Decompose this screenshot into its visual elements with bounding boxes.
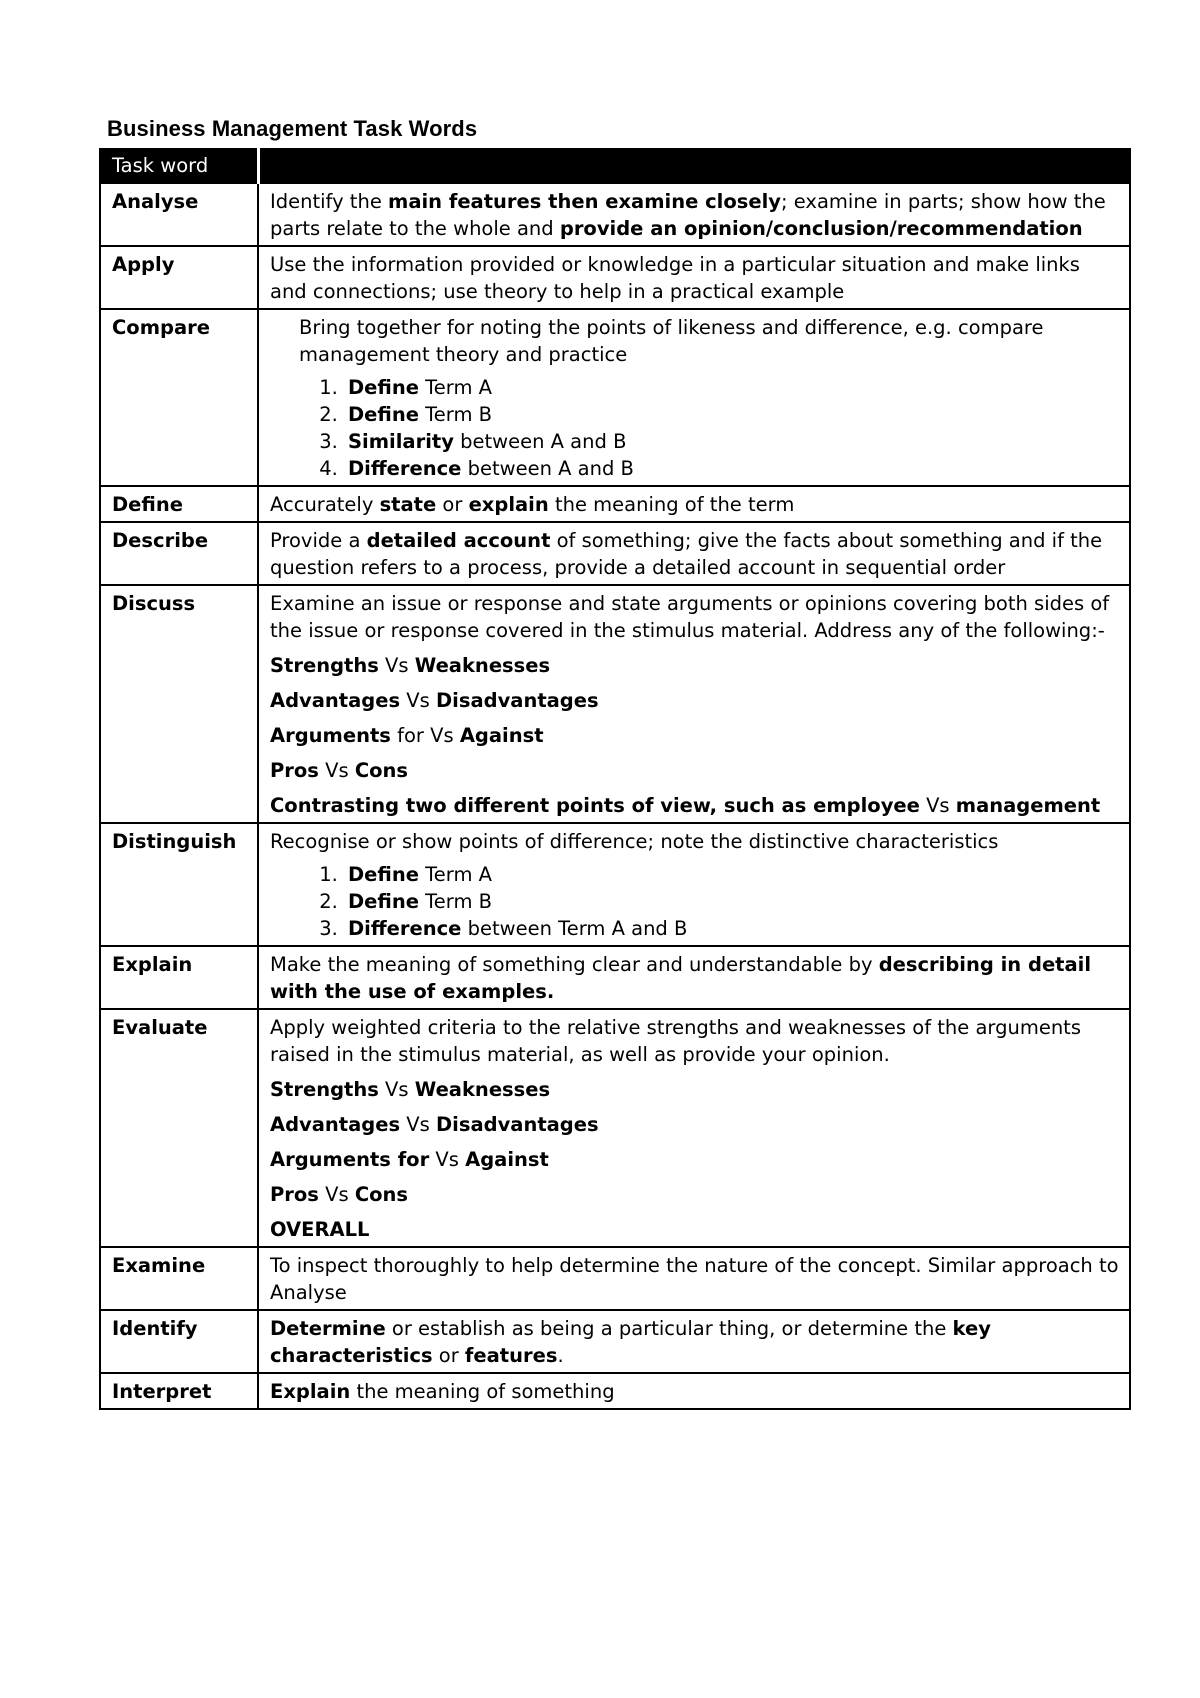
- description-text: [270, 314, 1120, 368]
- task-description: [258, 1247, 1130, 1310]
- comparison-line: [270, 1111, 1120, 1138]
- bold-text: describing in detail with the use of examples.: [270, 953, 1092, 1003]
- text-run: Vs: [378, 1078, 415, 1101]
- text-run: Recognise or show points of difference; note the distinctive characteristics: [270, 830, 999, 853]
- task-word: Interpret: [100, 1373, 258, 1409]
- table-row: [100, 1247, 1130, 1310]
- header-meaning: [258, 149, 1130, 183]
- comparison-line: [270, 1146, 1120, 1173]
- bold-text: key characteristics: [270, 1317, 991, 1367]
- task-word: Apply: [100, 246, 258, 309]
- description-text: [270, 1315, 1120, 1369]
- comparison-line: [270, 792, 1120, 819]
- bold-text: Pros: [270, 759, 319, 782]
- text-run: Term A: [418, 376, 492, 399]
- bold-text: Advantages: [270, 1113, 401, 1136]
- bold-text: Weaknesses: [414, 1078, 551, 1101]
- text-run: between Term A and B: [461, 917, 688, 940]
- task-word: Identify: [100, 1310, 258, 1373]
- text-run: for Vs: [390, 724, 460, 747]
- task-word: Explain: [100, 946, 258, 1009]
- table-header-row: [100, 149, 1130, 183]
- text-run: or establish as being a particular thing, or determine the: [385, 1317, 953, 1340]
- text-run: .: [557, 1344, 564, 1367]
- text-run: or: [436, 493, 469, 516]
- text-run: Term B: [418, 890, 493, 913]
- text-run: Bring together for noting the points of likeness and difference, e.g. compare management theory and practice: [299, 316, 1044, 366]
- list-item: [344, 888, 1120, 915]
- text-run: between A and B: [461, 457, 634, 480]
- comparison-line: [270, 722, 1120, 749]
- bold-text: Similarity: [348, 430, 454, 453]
- text-run: Vs: [318, 759, 355, 782]
- comparison-line: [270, 1216, 1120, 1243]
- task-word: Discuss: [100, 585, 258, 823]
- comparison-line: [270, 687, 1120, 714]
- bold-text: Cons: [354, 759, 409, 782]
- bold-text: Strengths: [270, 1078, 379, 1101]
- task-word: Examine: [100, 1247, 258, 1310]
- description-text: [270, 1252, 1120, 1306]
- bold-text: management: [955, 794, 1101, 817]
- table-row: [100, 1373, 1130, 1409]
- bold-text: state: [379, 493, 437, 516]
- list-item: [344, 401, 1120, 428]
- text-run: of something; give the facts about something and if the question refers to a process, provide a detailed account in sequential order: [270, 529, 1103, 579]
- bold-text: Define: [348, 863, 419, 886]
- bold-text: Disadvantages: [435, 689, 599, 712]
- description-text: [270, 828, 1120, 855]
- list-item: [344, 428, 1120, 455]
- text-run: Apply weighted criteria to the relative strengths and weaknesses of the arguments raised in the stimulus material, as well as provide your opinion.: [270, 1016, 1081, 1066]
- task-description: [258, 522, 1130, 585]
- task-word: Distinguish: [100, 823, 258, 946]
- task-description: [258, 1310, 1130, 1373]
- task-word: Compare: [100, 309, 258, 486]
- task-words-table: [99, 148, 1131, 1410]
- bold-text: Weaknesses: [414, 654, 551, 677]
- table-row: [100, 183, 1130, 246]
- text-run: or: [432, 1344, 465, 1367]
- text-run: Vs: [400, 1113, 436, 1136]
- document-title: Business Management Task Words: [107, 116, 478, 141]
- bold-text: Define: [348, 890, 419, 913]
- text-run: Vs: [429, 1148, 466, 1171]
- description-text: [270, 251, 1120, 305]
- list-item: [344, 374, 1120, 401]
- comparison-line: [270, 1181, 1120, 1208]
- bold-text: main features then examine closely: [388, 190, 781, 213]
- bold-text: Define: [348, 403, 419, 426]
- bold-text: Advantages: [270, 689, 401, 712]
- text-run: between A and B: [453, 430, 627, 453]
- comparison-line: [270, 652, 1120, 679]
- list-item: [344, 455, 1120, 482]
- text-run: the meaning of the term: [548, 493, 795, 516]
- table-row: [100, 246, 1130, 309]
- description-text: [270, 527, 1120, 581]
- text-run: Use the information provided or knowledge in a particular situation and make links and connections; use theory to help in a practical example: [270, 253, 1080, 303]
- header-task-word: Task word: [100, 149, 258, 183]
- table-body: [100, 183, 1130, 1409]
- task-word: Describe: [100, 522, 258, 585]
- text-run: Identify the: [270, 190, 389, 213]
- text-run: Term A: [418, 863, 492, 886]
- text-run: Make the meaning of something clear and understandable by: [270, 953, 879, 976]
- text-run: Vs: [919, 794, 956, 817]
- table-row: [100, 585, 1130, 823]
- task-description: [258, 1009, 1130, 1247]
- list-item: [344, 861, 1120, 888]
- task-word: Define: [100, 486, 258, 522]
- task-word: Evaluate: [100, 1009, 258, 1247]
- text-run: Vs: [318, 1183, 355, 1206]
- task-description: [258, 486, 1130, 522]
- table-row: [100, 946, 1130, 1009]
- table-row: [100, 522, 1130, 585]
- bold-text: Difference: [348, 457, 462, 480]
- bold-text: Contrasting two different points of view, such as employee: [270, 794, 920, 817]
- table-row: [100, 309, 1130, 486]
- bold-text: Against: [465, 1148, 549, 1171]
- description-text: [270, 951, 1120, 1005]
- text-run: Vs: [378, 654, 415, 677]
- bold-text: Determine: [270, 1317, 386, 1340]
- numbered-list: [270, 374, 1120, 482]
- bold-text: OVERALL: [270, 1218, 370, 1241]
- bold-text: detailed account: [366, 529, 551, 552]
- description-text: [270, 188, 1120, 242]
- task-description: [258, 1373, 1130, 1409]
- task-description: [258, 309, 1130, 486]
- text-run: the meaning of something: [350, 1380, 615, 1403]
- bold-text: Against: [459, 724, 544, 747]
- bold-text: features: [464, 1344, 558, 1367]
- table-row: [100, 1009, 1130, 1247]
- table-row: [100, 823, 1130, 946]
- table-row: [100, 1310, 1130, 1373]
- task-description: [258, 246, 1130, 309]
- description-text: [270, 1378, 1120, 1405]
- bold-text: Strengths: [270, 654, 379, 677]
- description-text: [270, 1014, 1120, 1068]
- bold-text: Difference: [348, 917, 462, 940]
- bold-text: Disadvantages: [435, 1113, 599, 1136]
- text-run: Vs: [400, 689, 436, 712]
- text-run: Provide a: [270, 529, 367, 552]
- comparison-line: [270, 1076, 1120, 1103]
- bold-text: Cons: [354, 1183, 409, 1206]
- description-text: [270, 491, 1120, 518]
- bold-text: explain: [468, 493, 549, 516]
- comparison-line: [270, 757, 1120, 784]
- text-run: Term B: [418, 403, 493, 426]
- task-word: Analyse: [100, 183, 258, 246]
- task-description: [258, 946, 1130, 1009]
- bold-text: Arguments: [270, 724, 391, 747]
- task-description: [258, 585, 1130, 823]
- list-item: [344, 915, 1120, 942]
- bold-text: Pros: [270, 1183, 319, 1206]
- bold-text: Arguments for: [270, 1148, 430, 1171]
- task-description: [258, 183, 1130, 246]
- bold-text: provide an opinion/conclusion/recommendation: [559, 217, 1083, 240]
- text-run: Examine an issue or response and state arguments or opinions covering both sides of the issue or response covered in the stimulus material. Address any of the following:-: [270, 592, 1110, 642]
- bold-text: Define: [348, 376, 419, 399]
- task-description: [258, 823, 1130, 946]
- text-run: To inspect thoroughly to help determine the nature of the concept. Similar approach to Analyse: [270, 1254, 1119, 1304]
- text-run: Accurately: [270, 493, 380, 516]
- bold-text: Explain: [270, 1380, 351, 1403]
- text-run: ; examine in parts; show how the parts relate to the whole and: [270, 190, 1106, 240]
- numbered-list: [270, 861, 1120, 942]
- description-text: [270, 590, 1120, 644]
- table-row: [100, 486, 1130, 522]
